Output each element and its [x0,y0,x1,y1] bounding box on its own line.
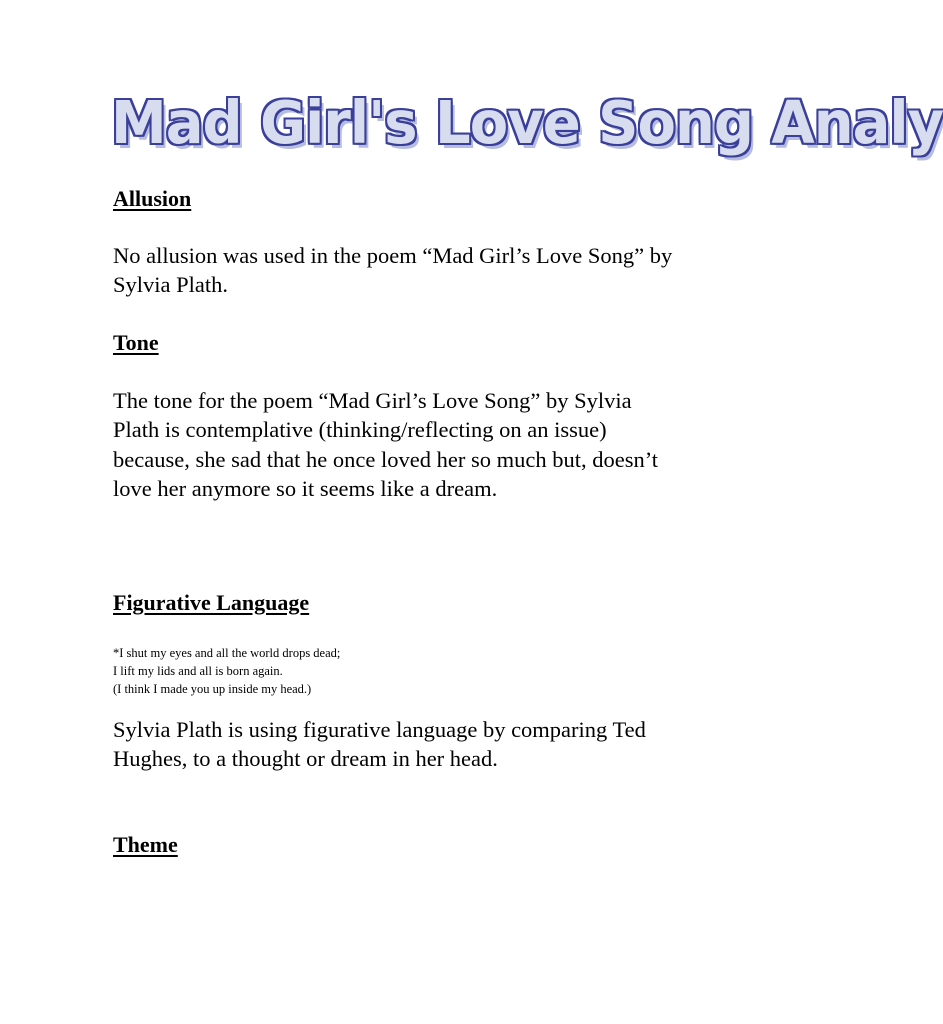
section-heading-figurative-language: Figurative Language [113,590,310,615]
poem-quote-line: I lift my lids and all is born again. [113,663,283,678]
tone-paragraph: The tone for the poem “Mad Girl’s Love Song” by Sylvia Plath is contemplative (thinking/reflecting on an issue) because, she sad that he once loved her so much but, doesn’t love her anymore so it seems like a dream. [113,388,659,502]
poem-quote-line: *I shut my eyes and all the world drops dead; [113,646,341,660]
allusion-paragraph: No allusion was used in the poem “Mad Girl’s Love Song” by Sylvia Plath. [113,243,673,298]
figurative-paragraph: Sylvia Plath is using figurative language by comparing Ted Hughes, to a thought or dream in her head. [113,717,646,772]
document-title: Mad Girl's Love Song Analy [111,89,943,158]
section-heading-allusion: Allusion [113,186,192,211]
section-heading-theme: Theme [113,832,178,857]
poem-quote-line: (I think I made you up inside my head.) [113,681,312,696]
section-heading-tone: Tone [113,330,159,355]
poem-quote [113,645,613,698]
